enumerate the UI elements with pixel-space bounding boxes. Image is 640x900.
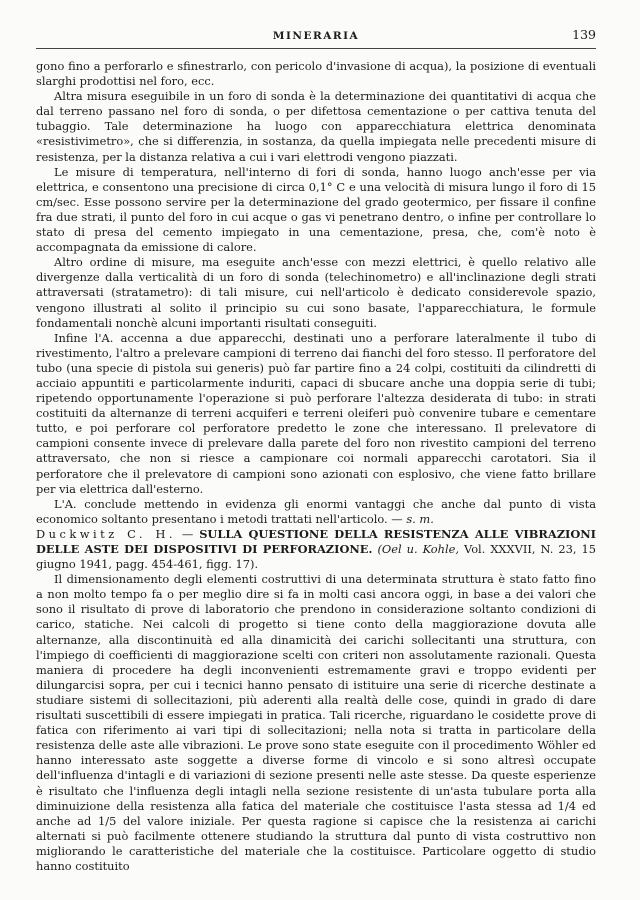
article-title: SULLA QUESTIONE DELLA RESISTENZA ALLE VIBRAZIONI DELLE ASTE DEI DISPOSITIVI DI PERFORAZIONE.	[36, 526, 596, 556]
article-heading	[36, 527, 596, 572]
closing-paragraph	[36, 497, 596, 527]
running-head	[36, 26, 596, 49]
body-text	[36, 59, 596, 874]
paragraph: Il dimensionamento degli elementi costruttivi di una determinata struttura è stato fatto fino a non molto tempo fa o per meglio dire si fa in molti casi ancora oggi, in base a dei valori che sono il risultato di prove di laboratorio che prendono in considerazione soltanto condizioni di carico, statiche. Nei calcoli di progetto si tiene conto della maggiorazione dovuta alle alternanze, alla discontinuità ed alla dinamicità dei carichi sollecitanti una struttura, con l'impiego di coefficienti di maggiorazione scelti con criteri non assolutamente razionali. Questa maniera di procedere ha degli inconvenienti estremamente gravi e troppo evidenti per dilungarcisi sopra, per cui i tecnici hanno pensato di istituire una serie di ricerche destinate a studiare sistemi di sollecitazioni, più aderenti alla realtà delle cose, quindi in grado di dare risultati suscettibili di essere impiegati in pratica. Tali ricerche, riguardano le cosidette prove di fatica con riferimento ai vari tipi di sollecitazioni; nella nota si tratta in particolare della resistenza delle aste alle vibrazioni. Le prove sono state eseguite con il procedimento Wöhler ed hanno interessato aste soggette a diverse forme di vincolo e si sono altresì occupate dell'influenza d'intagli e di variazioni di sezione presenti nelle aste stesse. Da queste esperienze è risultato che l'influenza degli intagli nella sezione resistente di un'asta tubulare porta alla diminuizione della resistenza alla fatica del materiale che costituisce l'asta stessa ad 1/4 ed anche ad 1/5 del valore iniziale. Per questa ragione si capisce che la resistenza ai carichi alternati si può facilmente ottenere studiando la struttura dal punto di vista costruttivo non migliorando le caratteristiche del materiale che la costituisce. Particolare oggetto di studio hanno costituito	[36, 572, 596, 873]
closing-text: L'A. conclude mettendo in evidenza gli enormi vantaggi che anche dal punto di vista economico soltanto presentano i metodi trattati nell'articolo. —	[36, 496, 596, 526]
paragraph: Altra misura eseguibile in un foro di sonda è la determinazione dei quantitativi di acqua che dal terreno passano nel foro di sonda, o per difettosa cementazione o per cattiva tenuta del tubaggio. Tale determinazione ha luogo con apparecchiatura elettrica denominata «resistivimetro», che si differenzia, in sostanza, da quella impiegata nelle precedenti misure di resistenza, per la distanza relativa a cui i vari elettrodi vengono piazzati.	[36, 89, 596, 164]
heading-dash: —	[176, 526, 200, 541]
paragraph: Altro ordine di misure, ma eseguite anch'esse con mezzi elettrici, è quello relativo alle divergenze dalla verticalità di un foro di sonda (telechinometro) e all'inclinazione degli strati attraversati (stratametro): di tali misure, cui nell'articolo è dedicato considerevole spazio, vengono illustrati al solito il principio su cui sono basate, l'apparecchiatura, le formule fondamentali nonchè alcuni importanti risultati conseguiti.	[36, 255, 596, 330]
page	[36, 26, 596, 874]
paragraph: Infine l'A. accenna a due apparecchi, destinati uno a perforare lateralmente il tubo di rivestimento, l'altro a prelevare campioni di terreno dai fianchi del foro stesso. Il perforatore del tubo (una specie di pistola sui generis) può far partire fino a 24 colpi, costituiti da cilindretti di acciaio appuntiti e particolarmente induriti, capaci di sbucare anche una doppia serie di tubi; ripetendo opportunamente l'operazione si può perforare l'altezza desiderata di tubo: in strati costituiti da alternanze di terreni acquiferi e terreni oleiferi può convenire tubare e cementare tutto, e poi perforare col perforatore predetto le zone che interessano. Il prelevatore di campioni consente invece di prelevare dalla parete del foro non rivestito campioni del terreno attraversato, che non si riesce a campionare coi normali apparecchi carotatori. Sia il perforatore che il prelevatore di campioni sono azionati con esplosivo, che viene fatto brillare per via elettrica dall'esterno.	[36, 330, 596, 496]
journal-name: (Oel u. Kohle,	[377, 542, 459, 556]
signature: s. m.	[406, 511, 434, 526]
page-number: 139	[572, 27, 596, 42]
author: Duckwitz C. H.	[36, 526, 176, 541]
paragraph: gono fino a perforarlo e sfinestrarlo, con pericolo d'invasione di acqua), la posizione di eventuali slarghi prodottisi nel foro, ecc.	[36, 59, 596, 89]
running-title: MINERARIA	[272, 30, 360, 42]
citation: Vol. XXXVII, N. 23, 15 giugno 1941, pagg. 454-461, figg. 17).	[36, 542, 596, 572]
paragraph: Le misure di temperatura, nell'interno di fori di sonda, hanno luogo anch'esse per via elettrica, e consentono una precisione di circa 0,1° C e una velocità di misura lungo il foro di 15 cm/sec. Esse possono servire per la determinazione del grado geotermico, per fissare il confine fra due strati, il punto del foro in cui acque o gas vi penetrano dentro, o infine per controllare lo stato di presa del cemento impiegato in una cementazione, presa, che, com'è noto è accompagnata da emissione di calore.	[36, 164, 596, 255]
